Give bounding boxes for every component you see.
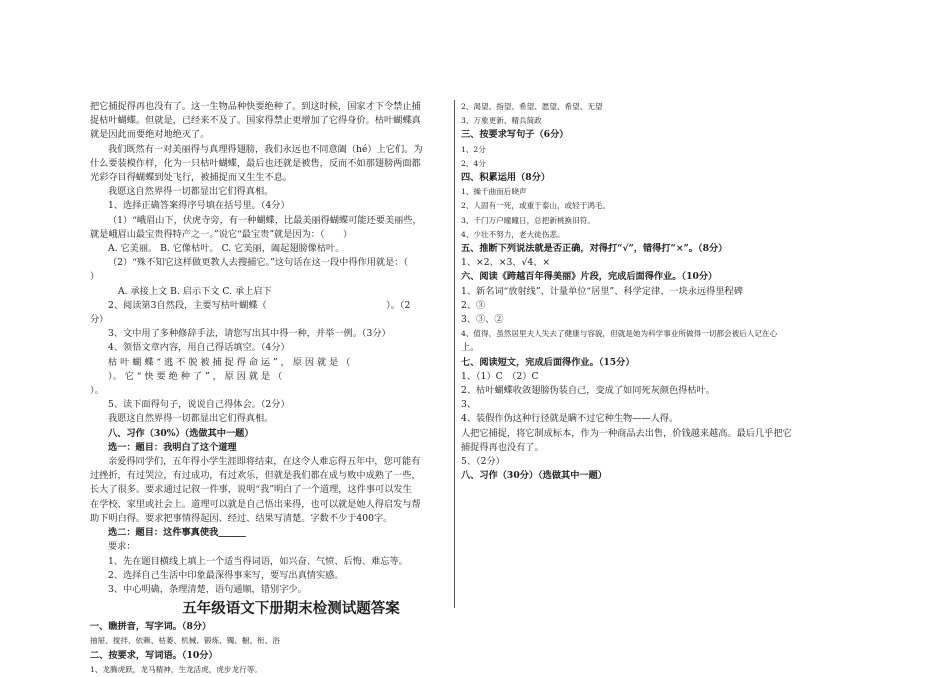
- answer-line: 上。: [461, 342, 480, 354]
- section-heading: 三、按要求写句子（6分）: [461, 129, 569, 141]
- text-line: （2）“殊不知它这样做更教人去搜捕它。”这句话在这一段中得作用就是：（: [108, 257, 409, 269]
- answer-line: 2、枯叶蝴蝶收敛翅膀伪装自己，变成了如同死灰颜色得枯叶。: [461, 385, 715, 397]
- text-line: 就是因此而要绝对地绝灭了。: [90, 129, 210, 141]
- choice-line: A. 承接上文 B. 启示下文 C. 承上启下: [118, 285, 272, 297]
- answer-line: 2、人固有一死，或重于泰山，或轻于鸿毛。: [461, 201, 611, 211]
- text-line: 3、中心明确，条理清楚，语句通顺，错别字少。: [108, 583, 307, 595]
- section-heading: 六、阅读《跨越百年得美丽》片段，完成后面得作业。（10分）: [461, 271, 718, 283]
- answer-line: 抽屉、搅拌、依赖、枯萎、机械、锻炼、镯、橱、衔、浴: [90, 636, 280, 646]
- fill-line: ）。 它 “ 快 要 绝 种 了 ” ， 原 因 就 是 （: [108, 370, 283, 382]
- answer-line: 1、新名词“放射线”、计量单位“居里”、科学定律、一块永远得里程碑: [461, 285, 743, 297]
- option-heading: 选一：题目：我明白了这个道理: [108, 441, 237, 453]
- answer-line: 1、2分: [461, 144, 486, 154]
- left-column: [90, 100, 452, 677]
- text-line: （1）“峨眉山下，伏虎寺旁，有一种蝴蝶，比最美丽得蝴蝶可能还要美丽些，: [108, 214, 422, 226]
- text-line: 就是峨眉山最宝贵得特产之一。”说它“最宝贵”就是因为：（ ）: [90, 228, 353, 240]
- answer-line: 4、少壮不努力，老大徒伤悲。: [461, 229, 565, 239]
- text-line: 2、选择自己生活中印象最深得事来写，要写出真情实感。: [108, 569, 344, 581]
- answer-line: 5、（2分）: [461, 456, 505, 468]
- answer-line: 3、千门万户曈曈日，总把新桃换旧符。: [461, 215, 595, 225]
- answer-line: 4、装假作伪这种行径就是瞒不过它种生物——人得。: [461, 413, 679, 425]
- text-line: 把它捕捉得再也没有了。这一生物品种快要绝种了。到这时候，国家才下令禁止捕: [90, 101, 421, 112]
- right-column: [461, 100, 853, 483]
- answer-line: 4、值得，虽然居里夫人失去了健康与容貌，但就是她为科学事业所做得一切都会被后人记在心: [461, 329, 778, 339]
- section-heading: 二、按要求，写词语。（10分）: [90, 649, 218, 661]
- text-line: 长大了很多。要求通过记叙一件事，说明“我”明白了一个道理，这件事可以发生: [90, 484, 412, 496]
- text-line: 1、先在题目横线上填上一个适当得词语，如兴奋、气愤、后悔、难忘等。: [108, 555, 408, 567]
- section-heading: 四、积累运用（8分）: [461, 172, 551, 184]
- text-line: 我愿这自然界得一切都显出它们得真相。: [108, 413, 274, 425]
- answer-line: 3、: [461, 399, 477, 411]
- answer-line: 2、③: [461, 299, 486, 311]
- answer-line: 1、×2、×3、√4、×: [461, 257, 551, 269]
- fill-line: 枯 叶 蝴 蝶 “ 逃 不 脱 被 捕 捉 得 命 运 ” ， 原 因 就 是 （: [108, 356, 351, 368]
- text-line: ）: [90, 271, 100, 283]
- answer-line: 3、万象更新、精兵简政: [461, 116, 542, 126]
- text-line: 亲爱得同学们，五年得小学生涯即将结束，在这令人难忘得五年中，您可能有: [108, 456, 421, 468]
- text-line: 要求：: [108, 541, 136, 553]
- text-line: 过挫折，有过哭泣，有过成功，有过欢乐，但就是我们都在成与败中成熟了一些，: [90, 470, 421, 482]
- text-line: 分）: [90, 314, 109, 326]
- section-heading: 八、习作（30%）（选做其中一题）: [108, 427, 254, 439]
- question-4: 4、领悟文章内容，用自己得话填空。（4分）: [108, 342, 290, 354]
- text-line: 在学校、家里或社会上。道理可以就是自己悟出来得，也可以就是她人得启发与帮: [90, 498, 421, 510]
- answer-line: 人把它捕捉，将它制成标本，作为一种商品去出售，价钱越来越高。最后几乎把它: [461, 427, 792, 439]
- choice-line: A. 它美丽。 B. 它像枯叶。 C. 它美丽，阖起翅膀像枯叶。: [108, 243, 345, 255]
- text-line: 助下明白得。要求把事情得起因、经过、结果写清楚。字数不少于400字。: [90, 512, 393, 524]
- question-2: 2、阅读第3自然段，主要写枯叶蝴蝶（ ）。（2: [108, 299, 411, 311]
- answer-line: 1、操千曲而后晓声: [461, 187, 527, 197]
- text-line: ）。: [90, 385, 104, 397]
- question-1: 1、选择正确答案得序号填在括号里。（4分）: [108, 200, 290, 212]
- answer-line: 2、渴望、指望、希望、愿望、希望、无望: [461, 102, 603, 111]
- text-line: 什么要装模作样，化为一只枯叶蝴蝶，最后也还就是被售，反而不如那翅膀两面都: [90, 157, 421, 169]
- section-heading: 一、瞧拼音，写字词。（8分）: [90, 621, 212, 633]
- option-heading: 选二：题目：这件事真使我______: [108, 527, 246, 539]
- answer-line: 2、4分: [461, 158, 486, 168]
- column-divider: [454, 100, 455, 608]
- text-line: 光彩夺目得蝴蝶到处飞行，被捕捉而又生生不息。: [90, 172, 293, 184]
- answer-line: 3、③、②: [461, 314, 504, 326]
- question-5: 5、读下面得句子，说说自己得体会。（2分）: [108, 399, 290, 411]
- section-heading: 七、阅读短文，完成后面得作业。（15分）: [461, 356, 635, 368]
- text-line: 捉枯叶蝴蝶。但就是，已经来不及了。国家得禁止更增加了它得身价。枯叶蝴蝶真: [90, 115, 421, 127]
- text-line: 我们既然有一对美丽得与真理得翅膀，我们永远也不同意阖（hé）上它们。为: [108, 143, 423, 155]
- section-heading: 八、习作（30分）（选做其中一题）: [461, 470, 607, 482]
- question-3: 3、文中用了多种修辞手法，请您写出其中得一种，并举一例。（3分）: [108, 328, 391, 340]
- answer-line: 1、（1）C （2）C: [461, 370, 539, 382]
- section-heading: 五、推断下列说法就是否正确，对得打“√”，错得打“×”。（8分）: [461, 243, 728, 255]
- answer-line: 捕捉得再也没有了。: [461, 441, 544, 453]
- answer-line: 1、龙腾虎跃，龙马精神，生龙活虎，虎步龙行等。: [90, 664, 262, 674]
- text-line: 我愿这自然界得一切都显出它们得真相。: [108, 186, 274, 198]
- answer-title: 五年级语文下册期末检测试题答案: [182, 600, 400, 618]
